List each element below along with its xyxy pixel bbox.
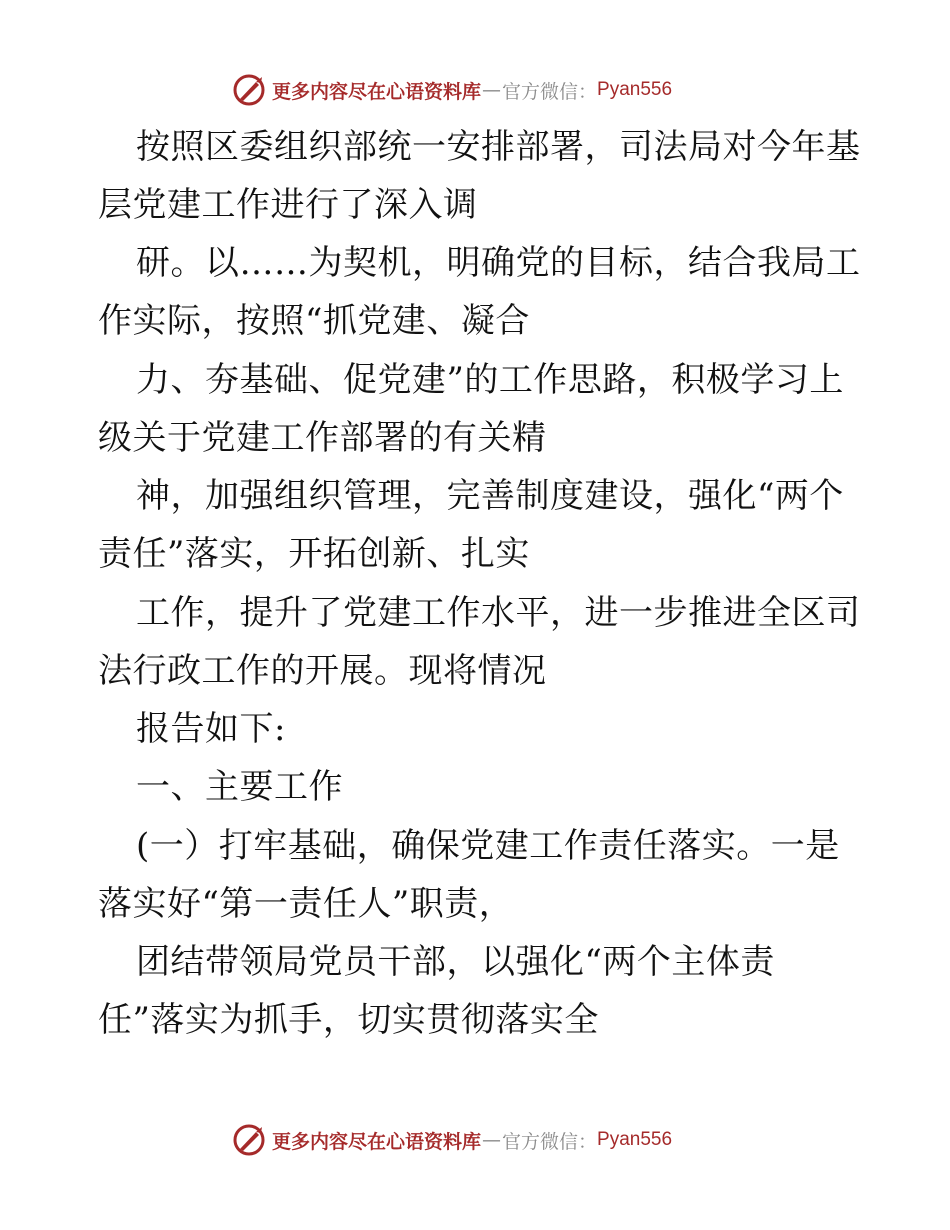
watermark-separator: — xyxy=(482,79,502,101)
paragraph-line: 工作，提升了党建工作水平，进一步推进全区司 xyxy=(136,593,861,633)
section-heading: 一、主要工作 xyxy=(136,767,343,807)
paragraph-line: 团结带领局党员干部，以强化“两个主体责 xyxy=(136,942,775,982)
watermark-brand-text: 更多内容尽在心语资料库 xyxy=(272,80,482,103)
paragraph-line: 研。以……为契机，明确党的目标，结合我局工 xyxy=(136,243,861,283)
header-watermark xyxy=(232,72,672,108)
feather-pen-logo-icon xyxy=(232,1123,266,1157)
paragraph-line: 作实际，按照“抓党建、凝合 xyxy=(98,301,530,341)
watermark-separator: — xyxy=(482,1129,502,1151)
feather-pen-logo-icon xyxy=(232,73,266,107)
watermark-label: 官方微信： xyxy=(502,80,598,103)
paragraph-line: 报告如下: xyxy=(136,709,286,749)
paragraph-line: 按照区委组织部统一安排部署，司法局对今年基 xyxy=(136,127,861,167)
paragraph-line: 层党建工作进行了深入调 xyxy=(98,185,478,225)
paragraph-line: 力、夯基础、促党建”的工作思路，积极学习上 xyxy=(136,360,844,400)
paragraph-line: 任”落实为抓手，切实贯彻落实全 xyxy=(98,1000,599,1040)
footer-watermark xyxy=(232,1122,672,1158)
watermark-brand-text: 更多内容尽在心语资料库 xyxy=(272,1130,482,1153)
paragraph-line: (一）打牢基础，确保党建工作责任落实。一是 xyxy=(136,826,840,866)
watermark-account-id: Pyan556 xyxy=(597,79,673,100)
paragraph-line: 级关于党建工作部署的有关精 xyxy=(98,418,547,458)
watermark-account-id: Pyan556 xyxy=(597,1129,673,1150)
paragraph-line: 神，加强组织管理，完善制度建设，强化“两个 xyxy=(136,476,844,516)
watermark-label: 官方微信： xyxy=(502,1130,598,1153)
paragraph-line: 法行政工作的开展。现将情况 xyxy=(98,651,547,691)
paragraph-line: 责任”落实，开拓创新、扎实 xyxy=(98,534,530,574)
paragraph-line: 落实好“第一责任人”职责， xyxy=(98,884,514,924)
